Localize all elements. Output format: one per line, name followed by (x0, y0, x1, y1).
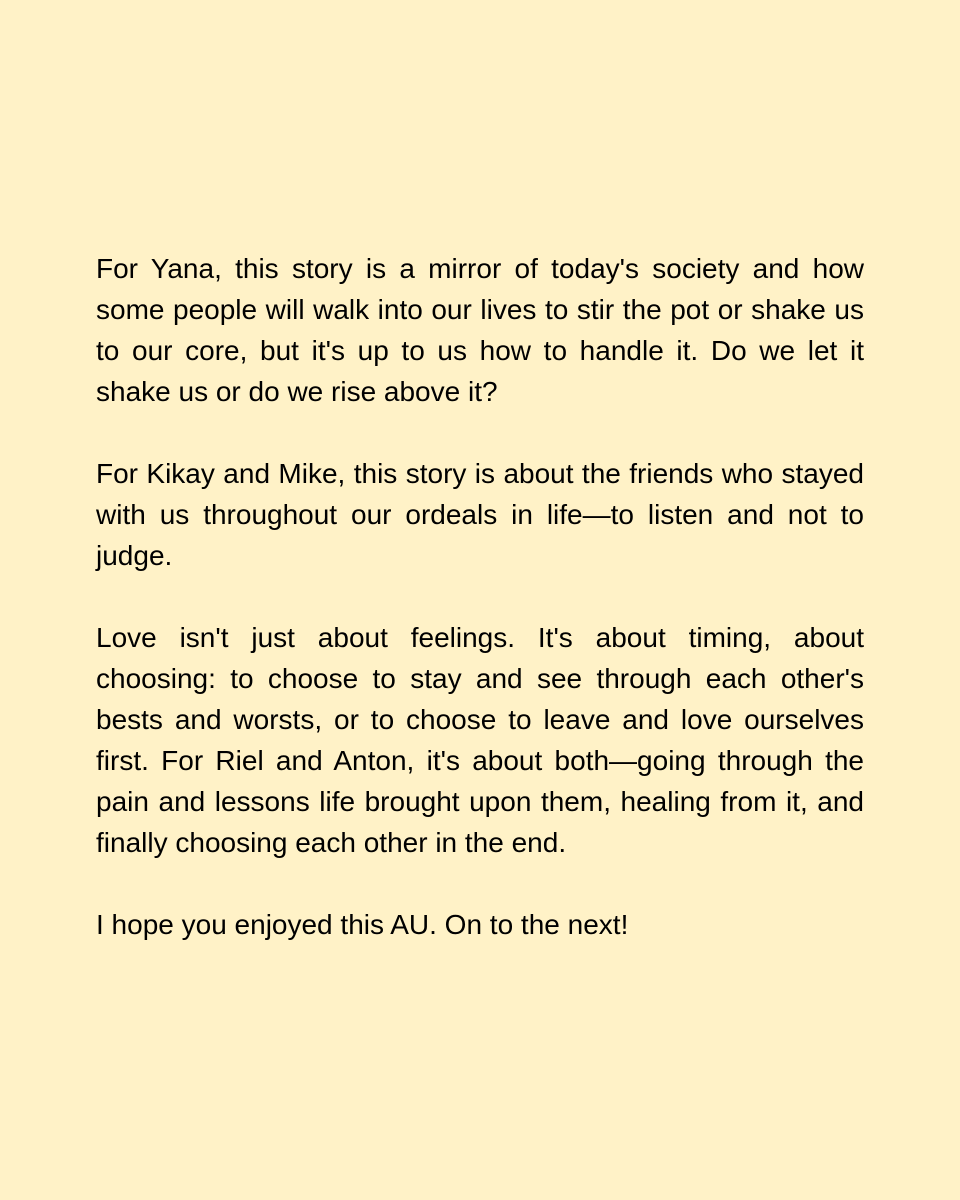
text-body (96, 248, 864, 945)
paragraph-kikay-mike: For Kikay and Mike, this story is about the friends who stayed with us throughout our ordeals in life—to listen and not to judge. (96, 458, 864, 571)
paragraph-yana: For Yana, this story is a mirror of today's society and how some people will walk into our lives to stir the pot or shake us to our core, but it's up to us how to handle it. Do we let it shake us or do we rise above it? (96, 253, 864, 407)
paragraph-love: Love isn't just about feelings. It's about timing, about choosing: to choose to stay and see through each other's bests and worsts, or to choose to leave and love ourselves first. For Riel and Anton, it's about both—going through the pain and lessons life brought upon them, healing from it, and finally choosing each other in the end. (96, 622, 864, 858)
paragraph-closing: I hope you enjoyed this AU. On to the next! (96, 909, 629, 940)
